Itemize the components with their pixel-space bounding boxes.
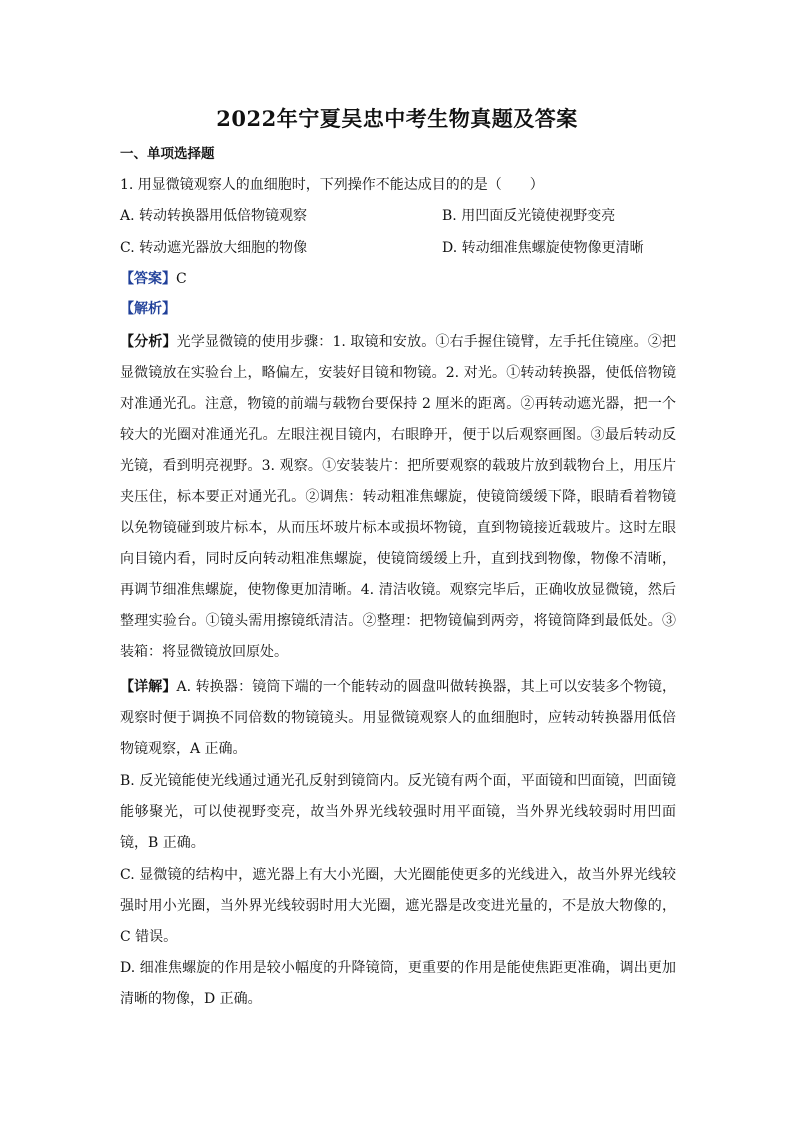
- section-heading: 一、单项选择题: [120, 146, 215, 162]
- detail-label: 【详解】: [120, 679, 177, 695]
- document-title: 2022年宁夏吴忠中考生物真题及答案: [216, 106, 578, 131]
- detail-paragraph-c: C. 显微镜的结构中，遮光器上有大小光圈，大光圈能使更多的光线进入，故当外界光线较强时用小光圈，当外界光线较弱时用大光圈，遮光器是改变进光量的，不是放大物像的，C 错误。: [120, 867, 676, 945]
- analysis-heading: [120, 298, 176, 320]
- option-a: A. 转动转换器用低倍物镜观察: [120, 208, 308, 224]
- analysis-heading-label: 【解析】: [120, 301, 176, 317]
- option-c: C. 转动遮光器放大细胞的物像: [120, 240, 308, 256]
- option-b: B. 用凹面反光镜使视野变亮: [442, 208, 616, 224]
- question-stem: 1. 用显微镜观察人的血细胞时，下列操作不能达成目的的是（ ）: [120, 177, 544, 193]
- detail-text-a: A. 转换器：镜筒下端的一个能转动的圆盘叫做转换器，其上可以安装多个物镜，观察时便于调换不同倍数的物镜镜头。用显微镜观察人的血细胞时，应转动转换器用低倍物镜观察，A 正确。: [120, 679, 676, 757]
- analysis-label: 【分析】: [120, 334, 177, 350]
- answer-label: 【答案】: [120, 271, 176, 287]
- option-d: D. 转动细准焦螺旋使物像更清晰: [442, 240, 644, 256]
- answer-line: [120, 268, 187, 290]
- detail-paragraph-a: [120, 672, 676, 765]
- answer-value: C: [176, 271, 187, 287]
- analysis-paragraph: [120, 327, 676, 668]
- detail-paragraph-d: D. 细准焦螺旋的作用是较小幅度的升降镜筒，更重要的作用是能使焦距更准确，调出更加清晰的物像，D 正确。: [120, 960, 676, 1007]
- detail-paragraph-b: B. 反光镜能使光线通过通光孔反射到镜筒内。反光镜有两个面，平面镜和凹面镜，凹面镜能够聚光，可以使视野变亮，故当外界光线较强时用平面镜，当外界光线较弱时用凹面镜，B 正确。: [120, 773, 676, 851]
- analysis-text: 光学显微镜的使用步骤：1. 取镜和安放。①右手握住镜臂，左手托住镜座。②把显微镜放在实验台上，略偏左，安装好目镜和物镜。2. 对光。①转动转换器，使低倍物镜对准通光孔。注意，物镜的前端与载物台要保持 2 厘米的距离。②再转动遮光器，把一个较大的光圈对准通光孔。左眼注视目镜内，右眼睁开，便于以后观察画图。③最后转动反光镜，看到明亮视野。3. 观察。①安装装片：把所要观察的载玻片放到载物台上，用压片夹压住，标本要正对通光孔。②调焦：转动粗准焦螺旋，使镜筒缓缓下降，眼睛看着物镜以免物镜碰到玻片标本，从而压坏玻片标本或损坏物镜，直到物镜接近载玻片。这时左眼向目镜内看，同时反向转动粗准焦螺旋，使镜筒缓缓上升，直到找到物像，物像不清晰，再调节细准焦螺旋，使物像更加清晰。4. 清洁收镜。观察完毕后，正确收放显微镜，然后整理实验台。①镜头需用擦镜纸清洁。②整理：把物镜偏到两旁，将镜筒降到最低处。③装箱：将显微镜放回原处。: [120, 334, 676, 660]
